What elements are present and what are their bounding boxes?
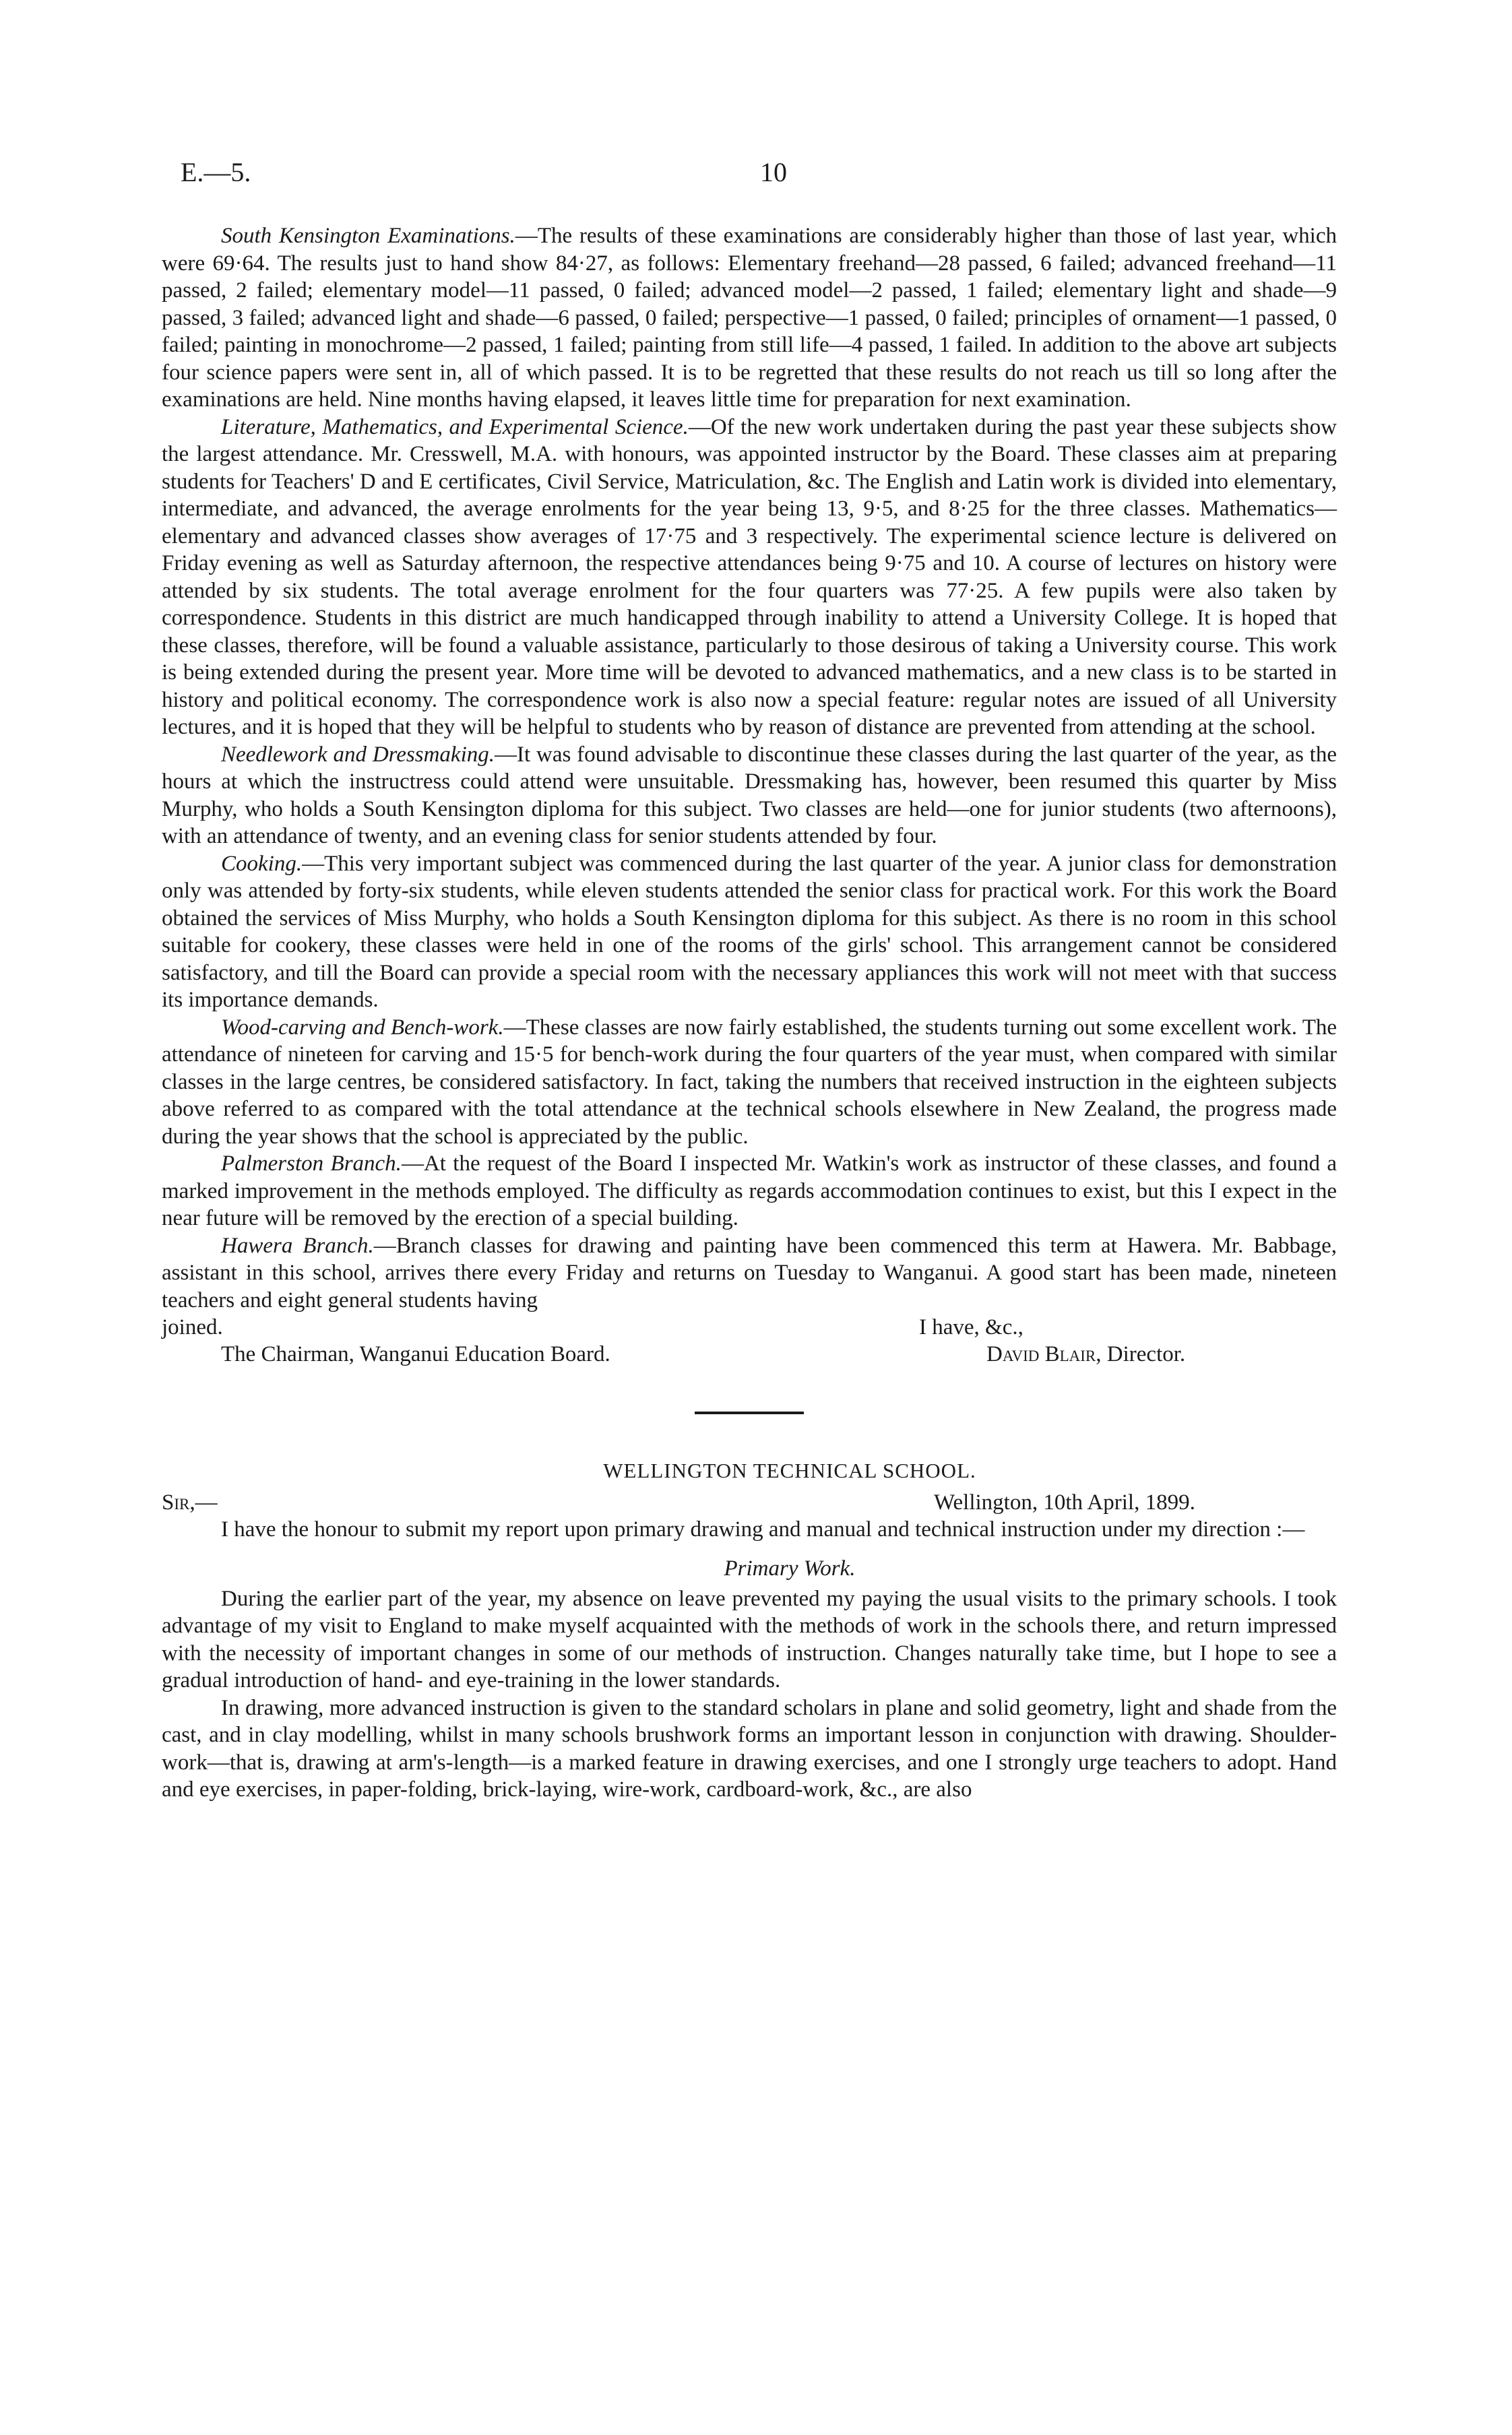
paragraph-literature-mathematics — [162, 414, 1337, 741]
paragraph-heading: Palmerston Branch. — [221, 1151, 402, 1176]
school-title: WELLINGTON TECHNICAL SCHOOL. — [603, 1459, 976, 1482]
letter-salutation-line — [162, 1489, 1337, 1516]
paragraph-wood-carving — [162, 1014, 1337, 1151]
paragraph-text: —This very important subject was commenced during the last quarter of the year. A junior class for demonstration only was attended by forty-six students, while eleven students attended the senior class for practical work. For this work the Board obtained the services of Miss Murphy, who holds a South Kensington diploma for this subject. As there is no room in this school suitable for cookery, these classes were held in one of the rooms of the girls' school. This arrangement cannot be considered satisfactory, and till the Board can provide a special room with the necessary appliances this work will not meet with that success its importance demands. — [162, 851, 1337, 1012]
paragraph-text: During the earlier part of the year, my absence on leave prevented my paying the usual visits to the primary schools. I took advantage of my visit to England to make myself acquainted with the methods of work in the schools there, and return impressed with the necessity of important changes in some of our methods of instruction. Changes naturally take time, but I hope to see a gradual introduction of hand- and eye-training in the lower standards. — [162, 1586, 1337, 1693]
report-signoff — [162, 1314, 1337, 1368]
paragraph-text: In drawing, more advanced instruction is given to the standard scholars in plane and solid geometry, light and shade from the cast, and in clay modelling, whilst in many schools brushwork forms an important lesson in conjunction with drawing. Shoulder-work—that is, drawing at arm's-length—is a marked feature in drawing exercises, and one I strongly urge teachers to adopt. Hand and eye exercises, in paper-folding, brick-laying, wire-work, cardboard-work, &c., are also — [162, 1695, 1337, 1802]
signatory-name: David Blair — [986, 1342, 1096, 1366]
paragraph-text: —It was found advisable to discontinue these classes during the last quarter of the year, as the hours at which the instructress could attend were unsuitable. Dressmaking has, however, been resumed this quarter by Miss Murphy, who holds a South Kensington diploma for this subject. Two classes are held—one for junior students (two afternoons), with an attendance of twenty, and an evening class for senior students attended by four. — [162, 742, 1337, 848]
signoff-signature — [986, 1341, 1185, 1368]
page-header — [181, 156, 1337, 197]
paragraph-text: I have the honour to submit my report upon primary drawing and manual and technical instruction under my direction :— — [221, 1517, 1305, 1542]
paragraph-text: —Branch classes for drawing and painting have been commenced this term at Hawera. Mr. Babbage, assistant in this school, arrives there every Friday and returns on Tuesday to Wanganui. A good start has been made, nineteen teachers and eight general students having — [162, 1233, 1337, 1313]
salutation: Sir,— — [162, 1490, 218, 1515]
letter-date: Wellington, 10th April, 1899. — [934, 1490, 1195, 1515]
paragraph-heading: Wood-carving and Bench-work. — [221, 1015, 504, 1040]
paragraph-text: —These classes are now fairly established, the students turning out some excellent work. The attendance of nineteen for carving and 15·5 for bench-work during the four quarters of the year must, when compared with similar classes in the large centres, be considered satisfactory. In fact, taking the numbers that received instruction in the eighteen subjects above referred to as compared with the total attendance at the technical schools elsewhere in New Zealand, the progress made during the year shows that the school is appreciated by the public. — [162, 1015, 1337, 1149]
paragraph-text: —Of the new work undertaken during the past year these subjects show the largest attendance. Mr. Cresswell, M.A. with honours, was appointed instructor by the Board. These classes aim at preparing students for Teachers' D and E certificates, Civil Service, Matriculation, &c. The English and Latin work is divided into elementary, intermediate, and advanced, the average enrolments for the year being 13, 9·5, and 8·25 for the three classes. Mathematics—elementary and advanced classes show averages of 17·75 and 3 respectively. The experimental science lecture is delivered on Friday evening as well as Saturday afternoon, the respective attendances being 9·75 and 10. A course of lectures on history were attended by six students. The total average enrolment for the four quarters was 77·25. A few pupils were also taken by correspondence. Students in this district are much handicapped through inability to attend a University College. It is hoped that these classes, therefore, will be found a valuable assistance, particularly to those desirous of taking a University course. This work is being extended during the present year. More time will be devoted to advanced mathematics, and a new class is to be started in history and political economy. The correspondence work is also now a special feature: regular notes are issued of all University lectures, and it is hoped that they will be helpful to students who by reason of distance are prevented from attending at the school. — [162, 414, 1337, 739]
paragraph-heading: Hawera Branch. — [221, 1233, 374, 1258]
paragraph-primary-drawing — [162, 1695, 1337, 1804]
paragraph-heading: Cooking. — [221, 851, 303, 876]
signoff-addressee: The Chairman, Wanganui Education Board. — [221, 1342, 610, 1366]
signoff-closing: I have, &c., — [919, 1315, 1023, 1339]
paragraph-needlework — [162, 741, 1337, 850]
paragraph-heading: Literature, Mathematics, and Experimental Science. — [221, 414, 689, 439]
document-reference: E.—5. — [181, 157, 251, 187]
section-heading-primary-work: Primary Work. — [724, 1556, 856, 1581]
paragraph-intro — [162, 1516, 1337, 1544]
document-page — [162, 0, 1337, 2435]
section-divider — [695, 1412, 804, 1414]
paragraph-primary-visits — [162, 1585, 1337, 1695]
page-number: 10 — [760, 157, 787, 187]
paragraph-text: —The results of these examinations are considerably higher than those of last year, which were 69·64. The results just to hand show 84·27, as follows: Elementary freehand—28 passed, 6 failed; advanced freehand—11 passed, 2 failed; elementary model—11 passed, 0 failed; advanced model—2 passed, 1 failed; elementary light and shade—9 passed, 3 failed; advanced light and shade—6 passed, 0 failed; perspective—1 passed, 0 failed; principles of ornament—1 passed, 0 failed; painting in monochrome—2 passed, 1 failed; painting from still life—4 passed, 1 failed. In addition to the above art subjects four science papers were sent in, all of which passed. It is to be regretted that these results do not reach us till so long after the examinations are held. Nine months having elapsed, it leaves little time for preparation for next examination. — [162, 224, 1337, 412]
paragraph-heading: Needlework and Dressmaking. — [221, 742, 495, 767]
paragraph-palmerston-branch — [162, 1150, 1337, 1232]
report-body — [162, 222, 1337, 1804]
paragraph-cooking — [162, 850, 1337, 1014]
paragraph-south-kensington — [162, 222, 1337, 414]
paragraph-heading: South Kensington Examinations. — [221, 224, 515, 248]
signoff-joined: joined. — [162, 1315, 223, 1339]
paragraph-hawera-branch — [162, 1232, 1337, 1315]
paragraph-text: —At the request of the Board I inspected Mr. Watkin's work as instructor of these classes, and found a marked improvement in the methods employed. The difficulty as regards accommodation continues to exist, but this I expect in the near future will be removed by the erection of a special building. — [162, 1151, 1337, 1230]
signatory-title: , Director. — [1096, 1342, 1186, 1366]
